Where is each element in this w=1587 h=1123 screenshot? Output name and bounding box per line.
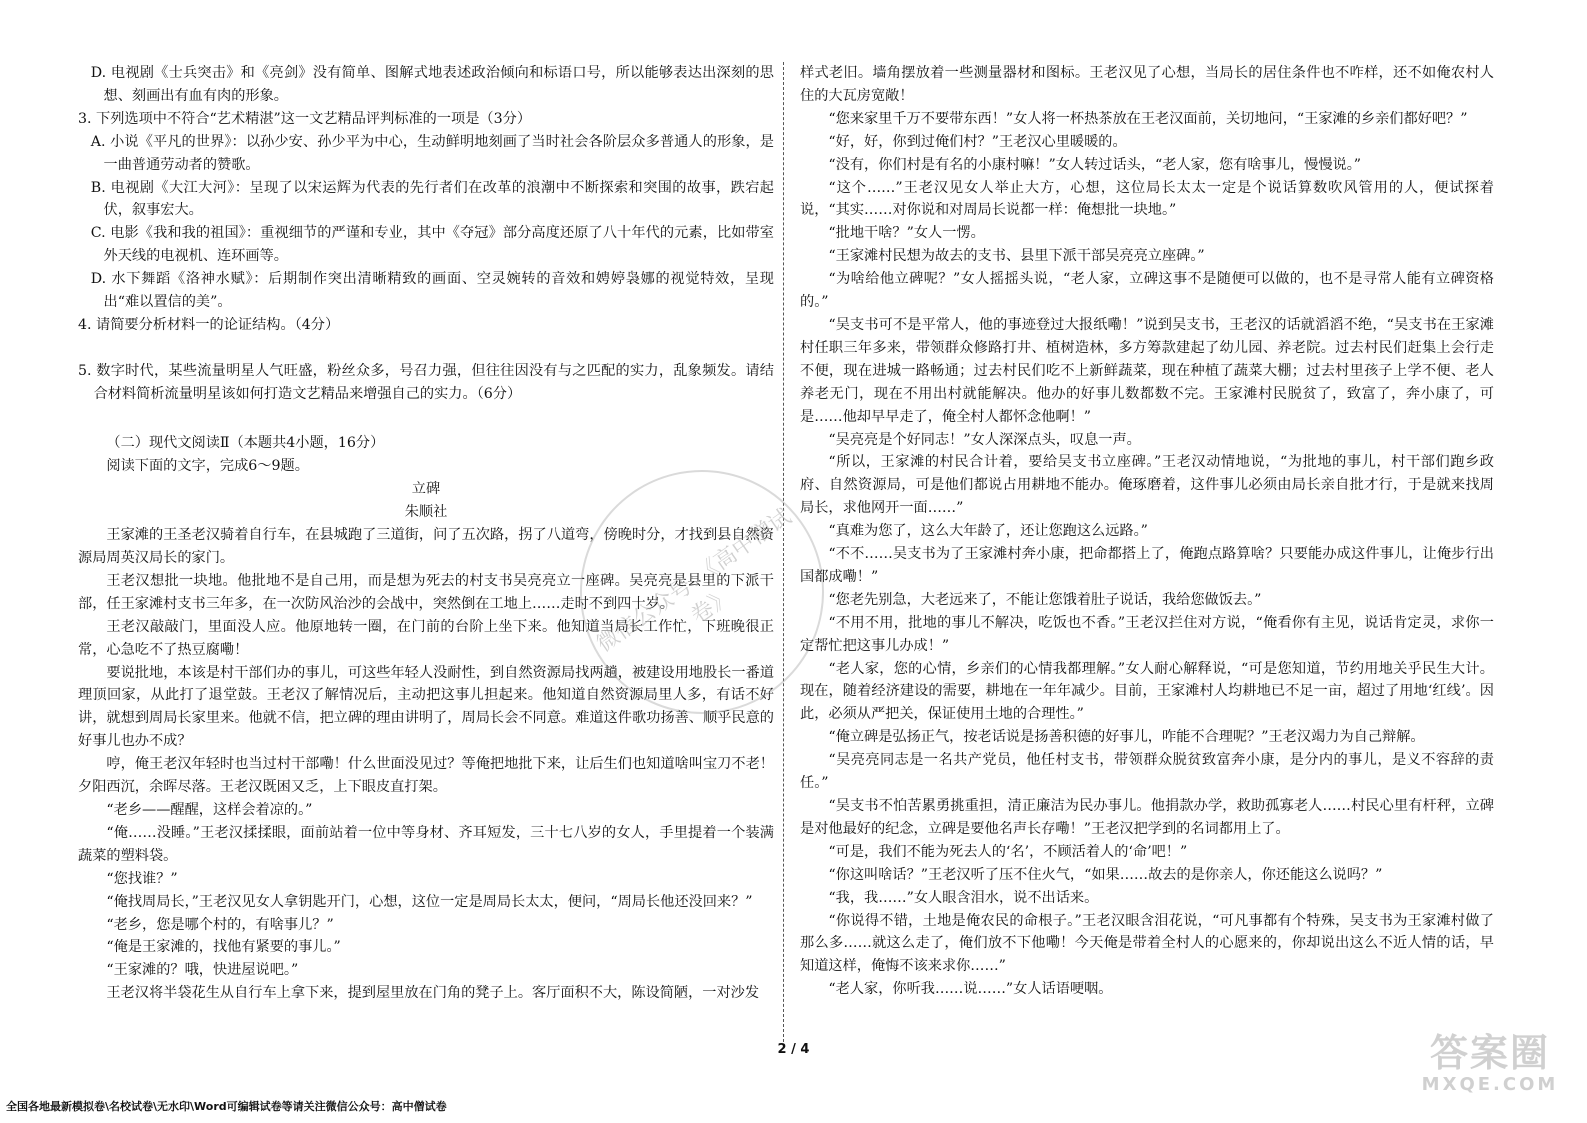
left-paragraph: 王老汉将半袋花生从自行车上拿下来，提到屋里放在门角的凳子上。客厅面积不大，陈设简陋，一对沙发 (106, 985, 760, 1002)
right-paragraph: “吴支书可不是平常人，他的事迹登过大报纸嘞！”说到吴支书，王老汉的话就滔滔不绝，“吴支书在王家滩村任职三年多来，带领群众修路打井、植树造林，多方筹款建起了幼儿园、养老院。过去村民们赶集上会行走不便，现在进城一路畅通；过去村民们吃不上新鲜蔬菜，现在种植了蔬菜大棚；过去村里孩子上学不便、老人养老无门，现在不用出村就能解决。他办的好事儿数都数不完。王家滩村民脱贫了，致富了，奔小康了，可是……他却早早走了，俺全村人都怀念他啊！” (800, 316, 1494, 425)
left-paragraph: “王家滩的？哦，快进屋说吧。” (106, 962, 299, 979)
right-paragraph: “没有，你们村是有名的小康村嘛！”女人转过话头，“老人家，您有啥事儿，慢慢说。” (828, 156, 1362, 173)
right-paragraph: “老人家，你听我……说……”女人话语哽咽。 (828, 981, 1113, 998)
right-column (800, 62, 1494, 1001)
left-paragraph: “老乡——醒醒，这样会着凉的。” (106, 801, 313, 818)
right-paragraph: “真难为您了，这么大年龄了，还让您跑这么远路。” (828, 523, 1148, 540)
left-paragraph (78, 406, 774, 429)
right-paragraph: “你说得不错，土地是俺农民的命根子。”王老汉眼含泪花说，“可凡事都有个特殊，吴支书为王家滩村做了那么多……就这么走了，俺们放不下他嘞！今天俺是带着全村人的心愿来的，你却说出这么不近人情的话，早知道这样，俺悔不该来求你……” (800, 912, 1494, 975)
left-paragraph: “您找谁？” (106, 870, 178, 887)
right-paragraph: “为啥给他立碑呢？”女人摇摇头说，“老人家，立碑这事不是随便可以做的，也不是寻常人能有立碑资格的。” (800, 271, 1494, 311)
left-paragraph: 3. 下列选项中不符合“艺术精湛”这一文艺精品评判标准的一项是（3分） (78, 110, 532, 127)
left-paragraph: “老乡，您是哪个村的，有啥事儿？” (106, 916, 334, 933)
right-paragraph: “王家滩村民想为故去的支书、县里下派干部吴亮亮立座碑。” (828, 248, 1205, 265)
right-paragraph: “吴亮亮是个好同志！”女人深深点头，叹息一声。 (828, 431, 1141, 448)
left-paragraph: D. 水下舞蹈《洛神水赋》：后期制作突出清晰精致的画面、空灵婉转的音效和娉婷袅娜的视觉特效，呈现出“难以置信的美”。 (90, 271, 774, 311)
footer-notice: 全国各地最新模拟卷\名校试卷\无水印\Word可编辑试卷等请关注微信公众号：高中僧试卷 (6, 1100, 447, 1113)
right-paragraph: “不用不用，批地的事儿不解决，吃饭也不香。”王老汉拦住对方说，“俺看你有主见，说话肯定灵，求你一定帮忙把这事儿办成！” (800, 614, 1494, 654)
left-paragraph: 王老汉敲敲门，里面没人应。他原地转一圈，在门前的台阶上坐下来。他知道当局长工作忙，下班晚很正常，心急吃不了热豆腐嘞！ (78, 618, 774, 658)
left-paragraph: 王家滩的王圣老汉骑着自行车，在县城跑了三道街，问了五次路，拐了八道弯，傍晚时分，才找到县自然资源局周英汉局长的家门。 (78, 527, 774, 566)
right-paragraph: “可是，我们不能为死去人的‘名’，不顾活着人的‘命’吧！” (828, 843, 1188, 860)
column-divider (783, 62, 784, 1042)
right-paragraph: “吴支书不怕苦累勇挑重担，清正廉洁为民办事儿。他捐款办学，救助孤寡老人……村民心里有杆秤，立碑是对他最好的纪念，立碑是要他名声长存嘞！”王老汉把学到的名词都用上了。 (800, 798, 1494, 837)
right-paragraph: “您来家里千万不要带东西！”女人将一杯热茶放在王老汉面前，关切地问，“王家滩的乡亲们都好吧？” (828, 110, 1468, 127)
page-number: 2 / 4 (777, 1042, 810, 1057)
left-paragraph: “俺找周局长，”王老汉见女人拿钥匙开门，心想，这位一定是周局长太太，便问，“周局长他还没回来？” (106, 893, 753, 910)
watermark-logo-url: MXQE.COM (1421, 1074, 1559, 1095)
left-paragraph: 哼，俺王老汉年轻时也当过村干部嘞！什么世面没见过？等俺把地批下来，让后生们也知道啥叫宝刀不老！夕阳西沉，余晖尽落。王老汉既困又乏，上下眼皮直打架。 (78, 756, 774, 796)
watermark-stamp-text: 微信公众号：《高中僧试卷》 (592, 504, 797, 658)
watermark-logo-title: 答案圈 (1429, 1031, 1550, 1075)
right-paragraph: “批地干啥？”女人一愣。 (828, 225, 985, 242)
left-column (78, 62, 774, 1005)
left-paragraph: D. 电视剧《士兵突击》和《亮剑》没有简单、图解式地表述政治倾向和标语口号，所以能够表达出深刻的思想、刻画出有血有肉的形象。 (90, 65, 774, 104)
right-paragraph: “这个……”王老汉见女人举止大方，心想，这位局长太太一定是个说话算数吹风管用的人，便试探着说，“其实……对你说和对周局长说都一样：俺想批一块地。” (800, 179, 1494, 219)
left-paragraph (78, 337, 774, 360)
right-paragraph: “俺立碑是弘扬正气，按老话说是扬善积德的好事儿，咋能不合理呢？”王老汉竭力为自己辩解。 (828, 729, 1425, 746)
left-paragraph: 4. 请简要分析材料一的论证结构。（4分） (78, 316, 340, 333)
left-paragraph: （二）现代文阅读Ⅱ（本题共4小题，16分） (106, 435, 385, 452)
left-paragraph: C. 电影《我和我的祖国》：重视细节的严谨和专业，其中《夺冠》部分高度还原了八十年代的元素，比如带室外天线的电视机、连环画等。 (90, 225, 774, 265)
right-paragraph: “吴亮亮同志是一名共产党员，他任村支书，带领群众脱贫致富奔小康，是分内的事儿，是义不容辞的责任。” (800, 752, 1494, 792)
right-paragraph: “所以，王家滩的村民合计着，要给吴支书立座碑。”王老汉动情地说，“为批地的事儿，村干部们跑乡政府、自然资源局，可是他们都说占用耕地不能办。俺琢磨着，这件事儿必须由局长亲自批才行，于是就来找周局长，求他网开一面……” (800, 454, 1494, 517)
right-paragraph: “你这叫啥话？”王老汉听了压不住火气，“如果……故去的是你亲人，你还能这么说吗？” (828, 866, 1383, 883)
left-paragraph: A. 小说《平凡的世界》：以孙少安、孙少平为中心，生动鲜明地刻画了当时社会各阶层众多普通人的形象，是一曲普通劳动者的赞歌。 (90, 133, 774, 173)
left-paragraph: 阅读下面的文字，完成6～9题。 (106, 458, 309, 475)
right-paragraph: 样式老旧。墙角摆放着一些测量器材和图标。王老汉见了心想，当局长的居住条件也不咋样，还不如俺农村人住的大瓦房宽敞！ (800, 65, 1494, 104)
right-paragraph: “您老先别急，大老远来了，不能让您饿着肚子说话，我给您做饭去。” (828, 591, 1262, 608)
left-paragraph: 要说批地，本该是村干部们办的事儿，可这些年轻人没耐性，到自然资源局找两趟，被建设用地股长一番道理顶回家，从此打了退堂鼓。王老汉了解情况后，主动把这事儿担起来。他知道自然资源局里人多，有话不好讲，就想到周局长家里来。他就不信，把立碑的理由讲明了，周局长会不同意。难道这件歌功扬善、顺乎民意的好事儿也办不成？ (78, 664, 774, 750)
left-paragraph: 王老汉想批一块地。他批地不是自己用，而是想为死去的村支书吴亮亮立一座碑。吴亮亮是县里的下派干部，任王家滩村支书三年多，在一次防风治沙的会战中，突然倒在工地上……走时不到四十岁。 (78, 572, 774, 612)
right-paragraph: “不不……吴支书为了王家滩村奔小康，把命都搭上了，俺跑点路算啥？只要能办成这件事儿，让俺步行出国都成嘞！” (800, 546, 1494, 585)
left-paragraph: 朱顺社 (404, 504, 448, 521)
left-paragraph: 立碑 (411, 481, 441, 498)
left-paragraph: “俺……没睡。”王老汉揉揉眼，面前站着一位中等身材、齐耳短发，三十七八岁的女人，手里提着一个装满蔬菜的塑料袋。 (78, 824, 774, 864)
left-paragraph: “俺是王家滩的，找他有紧要的事儿。” (106, 939, 341, 956)
right-paragraph: “老人家，您的心情，乡亲们的心情我都理解。”女人耐心解释说，“可是您知道，节约用地关乎民生大计。现在，随着经济建设的需要，耕地在一年年减少。目前，王家滩村人均耕地已不足一亩，超过了用地‘红线’。因此，必须从严把关，保证使用土地的合理性。” (800, 660, 1494, 723)
right-paragraph: “好，好，你到过俺们村？”王老汉心里暖暖的。 (828, 133, 1127, 150)
left-paragraph: 5. 数字时代，某些流量明星人气旺盛，粉丝众多，号召力强，但往往因没有与之匹配的实力，乱象频发。请结合材料简析流量明星该如何打造文艺精品来增强自己的实力。（6分） (78, 362, 774, 402)
left-paragraph: B. 电视剧《大江大河》：呈现了以宋运辉为代表的先行者们在改革的浪潮中不断探索和突围的故事，跌宕起伏，叙事宏大。 (90, 179, 774, 219)
right-paragraph: “我，我……”女人眼含泪水，说不出话来。 (828, 889, 1099, 906)
